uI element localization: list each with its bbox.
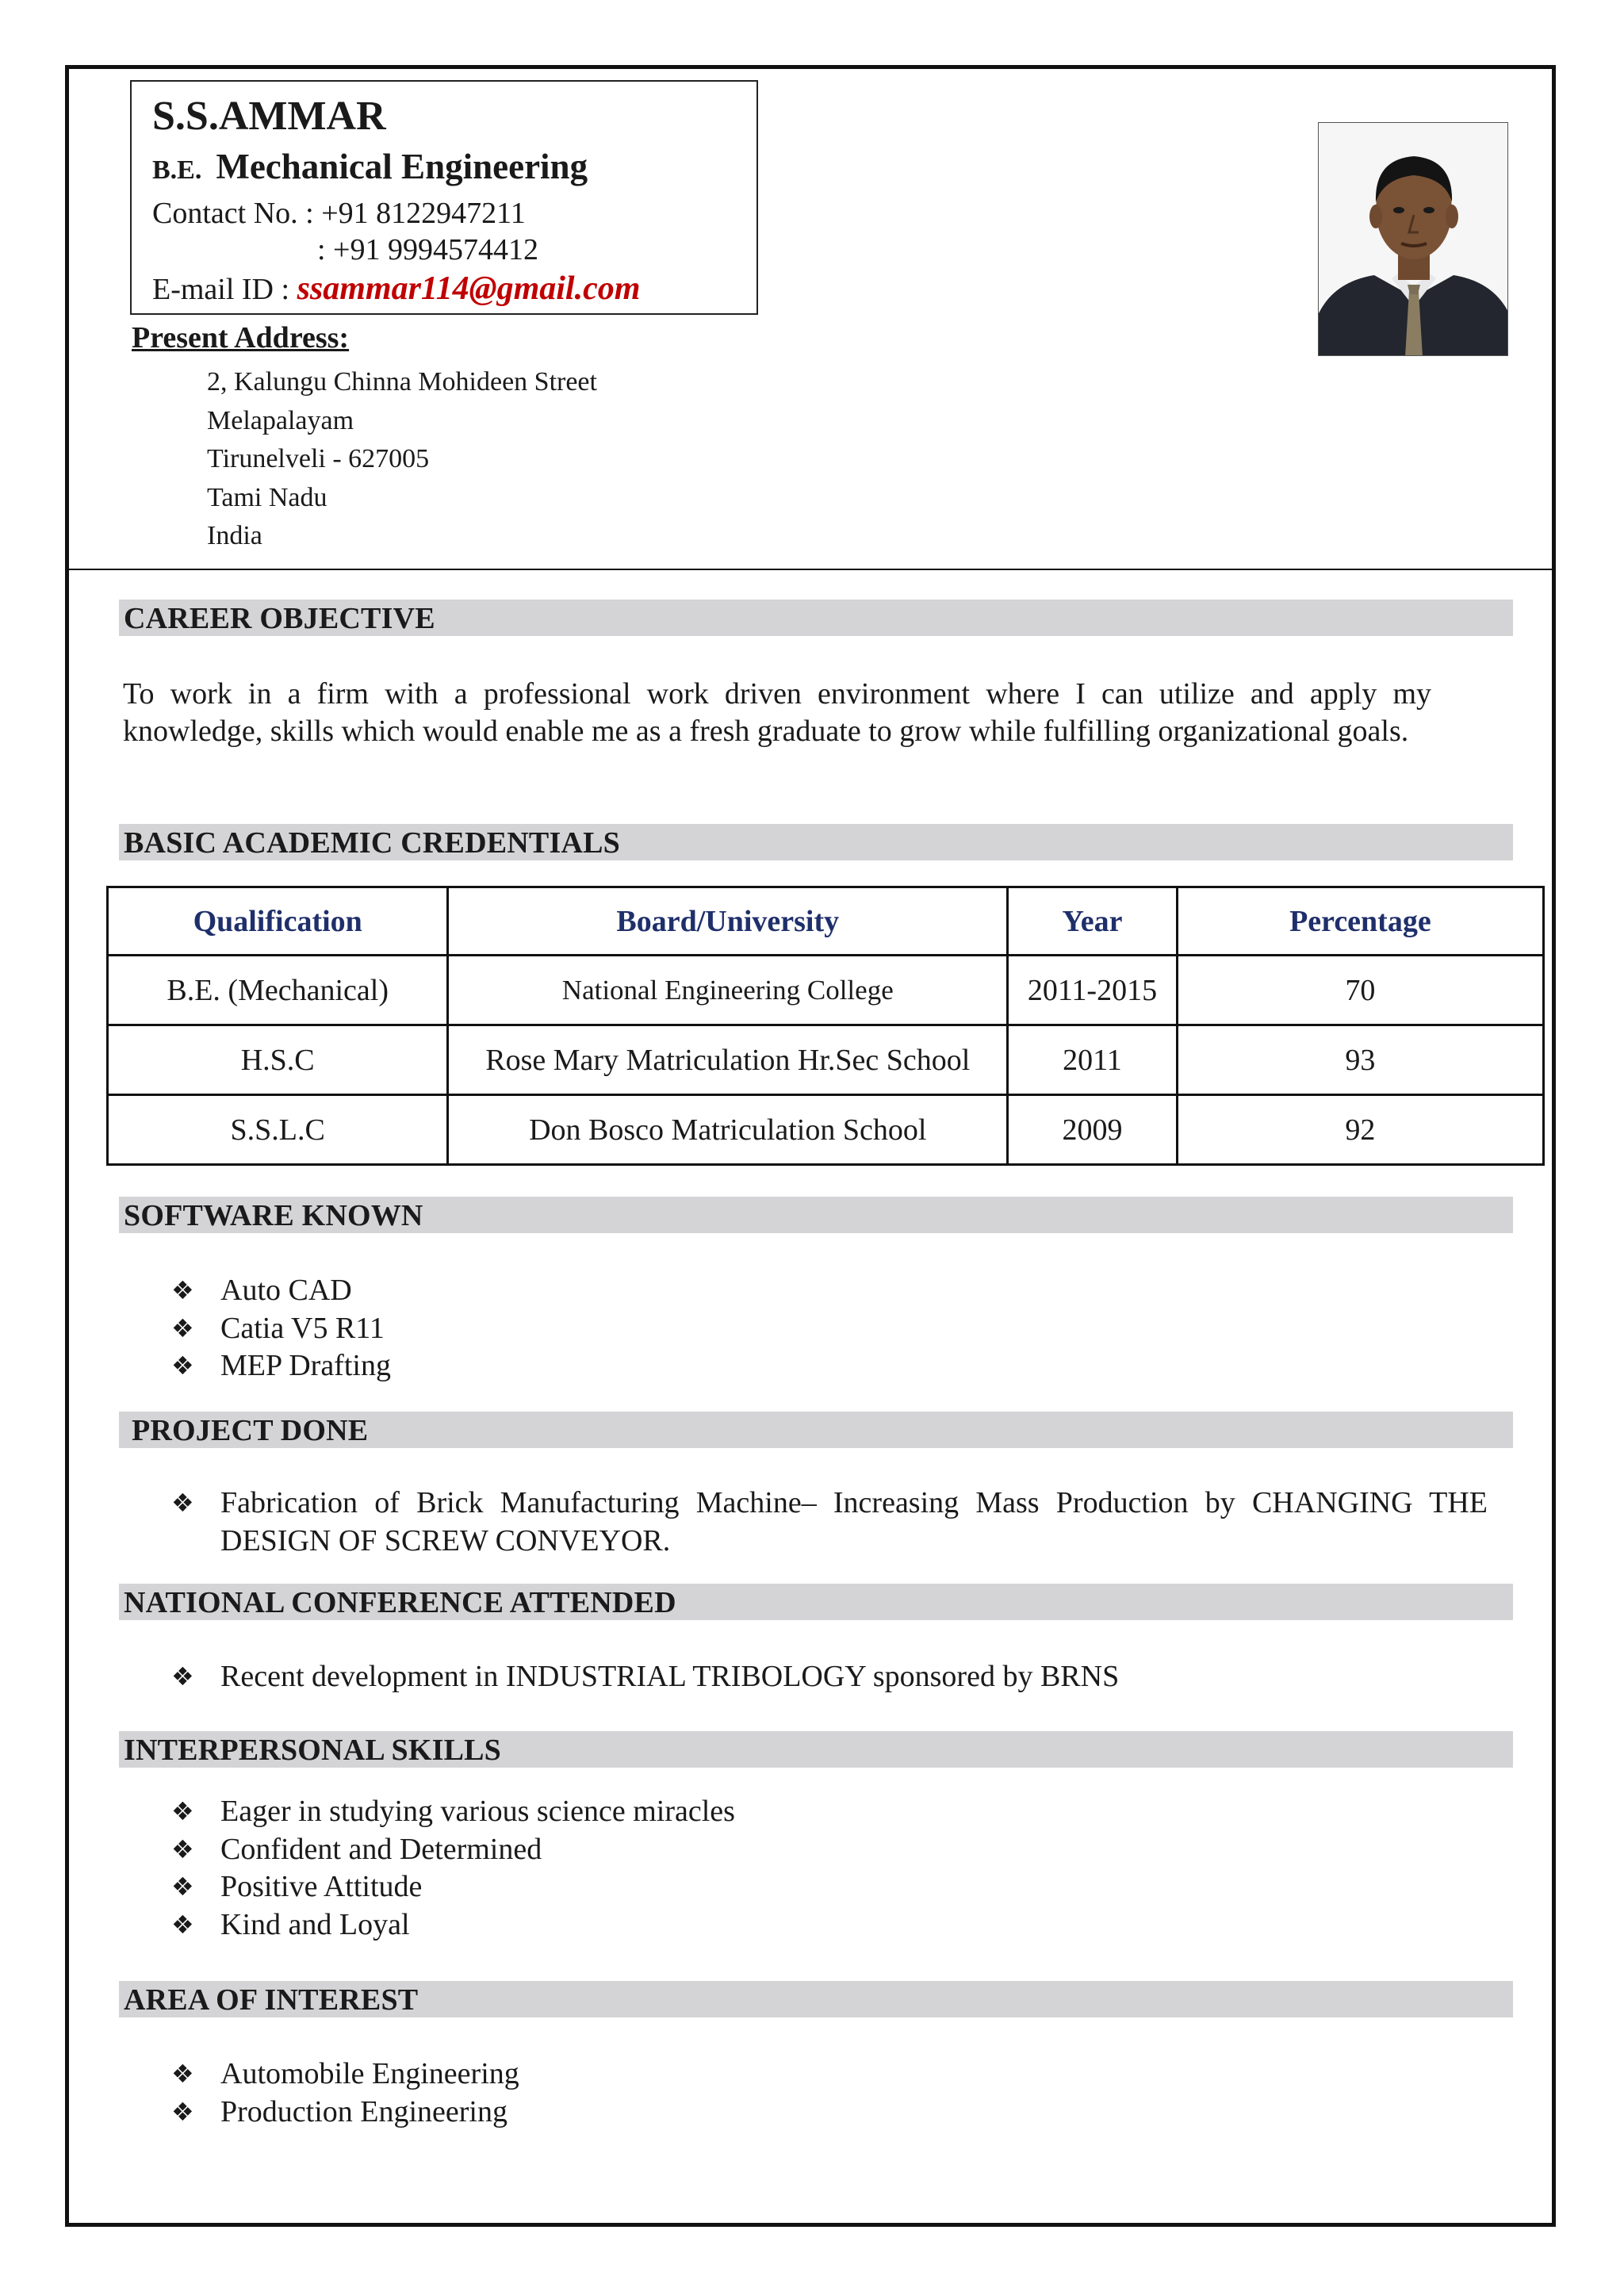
section-title-academic: BASIC ACADEMIC CREDENTIALS: [119, 824, 1513, 860]
bullet-diamond-icon: ❖: [171, 1833, 194, 1864]
address-title: Present Address:: [132, 321, 350, 354]
bullet-diamond-icon: ❖: [171, 2096, 194, 2127]
address-line: 2, Kalungu Chinna Mohideen Street: [207, 367, 597, 397]
header-divider: [69, 569, 1552, 570]
bullet-diamond-icon: ❖: [171, 2059, 194, 2089]
phone-primary: +91 8122947211: [321, 197, 526, 230]
email-link[interactable]: ssammar114@gmail.com: [297, 270, 641, 307]
profile-photo-illustration: [1319, 123, 1508, 356]
interest-list: [171, 2056, 519, 2131]
address-line: Tami Nadu: [207, 482, 327, 512]
table-cell: 92: [1177, 1095, 1543, 1165]
contact-line-1: [152, 195, 756, 232]
bullet-diamond-icon: ❖: [171, 1661, 194, 1692]
table-cell: 2011-2015: [1008, 956, 1178, 1025]
table-cell: Don Bosco Matriculation School: [448, 1095, 1008, 1165]
section-title-interest: AREA OF INTEREST: [119, 1981, 1513, 2017]
header-box: [130, 80, 758, 315]
bullet-diamond-icon: ❖: [171, 1872, 194, 1902]
profile-photo: [1318, 122, 1508, 356]
table-row: [108, 956, 1544, 1025]
table-cell: Rose Mary Matriculation Hr.Sec School: [448, 1025, 1008, 1095]
table-cell: B.E. (Mechanical): [108, 956, 448, 1025]
degree-abbr: B.E.: [152, 155, 202, 185]
degree-name: Mechanical Engineering: [216, 147, 588, 186]
list-item: ❖ Production Engineering: [171, 2094, 519, 2132]
list-item: ❖ MEP Drafting: [171, 1347, 391, 1385]
bullet-diamond-icon: ❖: [171, 1488, 194, 1518]
academic-table: [106, 886, 1545, 1166]
list-item: ❖ Confident and Determined: [171, 1831, 735, 1869]
column-header: Qualification: [108, 887, 448, 956]
section-title-software: SOFTWARE KNOWN: [119, 1197, 1513, 1233]
section-title-conference: NATIONAL CONFERENCE ATTENDED: [119, 1584, 1513, 1620]
project-list: [171, 1485, 1488, 1560]
table-row: [108, 1025, 1544, 1095]
degree-line: [152, 142, 756, 195]
list-item: ❖ Auto CAD: [171, 1272, 391, 1310]
table-cell: H.S.C: [108, 1025, 448, 1095]
software-list: [171, 1272, 391, 1385]
column-header: Percentage: [1177, 887, 1543, 956]
career-objective-text: To work in a firm with a professional work driven environment where I can utilize and apply my knowledge, skills which would enable me as a fresh graduate to grow while fulfilling organizational goals.: [123, 677, 1431, 748]
column-header: Board/University: [448, 887, 1008, 956]
list-item: ❖ Eager in studying various science miracles: [171, 1793, 735, 1831]
address-line: Melapalayam: [207, 405, 354, 435]
section-title-interpersonal: INTERPERSONAL SKILLS: [119, 1731, 1513, 1768]
email-label: E-mail ID :: [152, 273, 290, 306]
section-title-career-objective: CAREER OBJECTIVE: [119, 600, 1513, 636]
table-cell: 93: [1177, 1025, 1543, 1095]
list-item: ❖ Positive Attitude: [171, 1868, 735, 1906]
section-title-project: PROJECT DONE: [119, 1412, 1513, 1448]
table-cell: 70: [1177, 956, 1543, 1025]
bullet-diamond-icon: ❖: [171, 1275, 194, 1305]
bullet-diamond-icon: ❖: [171, 1312, 194, 1343]
interpersonal-list: [171, 1793, 735, 1944]
bullet-diamond-icon: ❖: [171, 1796, 194, 1826]
column-header: Year: [1008, 887, 1178, 956]
table-cell: 2009: [1008, 1095, 1178, 1165]
bullet-diamond-icon: ❖: [171, 1351, 194, 1381]
list-item: ❖ Fabrication of Brick Manufacturing Machine– Increasing Mass Production by CHANGING THE DESIGN OF SCREW CONVEYOR.: [171, 1486, 1488, 1557]
email-line: [152, 268, 756, 310]
table-cell: 2011: [1008, 1025, 1178, 1095]
list-item: ❖ Automobile Engineering: [171, 2056, 519, 2094]
table-header-row: [108, 887, 1544, 956]
phone-secondary: : +91 9994574412: [317, 233, 538, 266]
contact-line-2: [152, 232, 756, 268]
candidate-name: S.S.AMMAR: [152, 94, 386, 139]
address-line: Tirunelveli - 627005: [207, 444, 430, 473]
list-item: ❖ Recent development in INDUSTRIAL TRIBOLOGY sponsored by BRNS: [171, 1658, 1119, 1696]
table-row: [108, 1095, 1544, 1165]
conference-list: [171, 1658, 1119, 1696]
address-lines: [207, 363, 597, 556]
table-cell: S.S.L.C: [108, 1095, 448, 1165]
list-item: ❖ Catia V5 R11: [171, 1310, 391, 1348]
bullet-diamond-icon: ❖: [171, 1909, 194, 1940]
contact-label: Contact No. :: [152, 197, 314, 230]
list-item: ❖ Kind and Loyal: [171, 1906, 735, 1944]
table-cell: National Engineering College: [448, 956, 1008, 1025]
address-line: India: [207, 521, 262, 550]
